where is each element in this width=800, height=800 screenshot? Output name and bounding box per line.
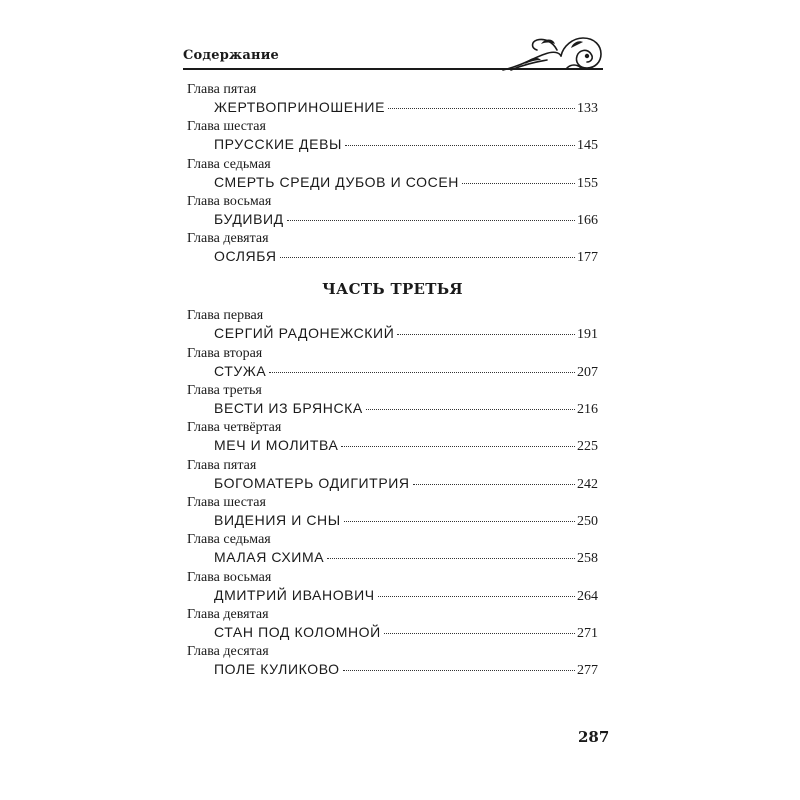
toc-entry[interactable] bbox=[187, 346, 598, 383]
page-number: 225 bbox=[577, 439, 598, 455]
part-heading-text: ЧАСТЬ ТРЕТЬЯ bbox=[322, 280, 463, 299]
page-number: 242 bbox=[577, 476, 598, 492]
chapter-label: Глава третья bbox=[187, 383, 262, 399]
toc-entry[interactable] bbox=[187, 231, 598, 268]
page-number: 264 bbox=[577, 588, 598, 604]
page-number: 216 bbox=[577, 402, 598, 418]
chapter-label: Глава четвёртая bbox=[187, 420, 282, 436]
chapter-title: ЖЕРТВОПРИНОШЕНИЕ bbox=[214, 99, 386, 115]
dot-leader bbox=[378, 596, 575, 597]
dot-leader bbox=[343, 670, 575, 671]
chapter-label: Глава первая bbox=[187, 308, 264, 324]
chapter-title: СТАН ПОД КОЛОМНОЙ bbox=[214, 623, 381, 640]
dot-leader bbox=[280, 257, 575, 258]
toc-entry[interactable] bbox=[187, 532, 598, 569]
running-header bbox=[183, 28, 603, 74]
chapter-title: ДМИТРИЙ ИВАНОВИЧ bbox=[214, 586, 375, 603]
dot-leader bbox=[345, 145, 575, 146]
chapter-title: ПРУССКИЕ ДЕВЫ bbox=[214, 136, 343, 153]
dot-leader bbox=[384, 633, 575, 634]
chapter-label: Глава шестая bbox=[187, 494, 266, 510]
part-heading bbox=[187, 268, 598, 308]
chapter-title: ОСЛЯБЯ bbox=[214, 248, 277, 265]
chapter-title: СТУЖА bbox=[214, 362, 267, 379]
chapter-label: Глава пятая bbox=[187, 457, 257, 473]
toc-entry[interactable] bbox=[187, 458, 598, 495]
chapter-label: Глава девятая bbox=[187, 231, 269, 247]
page-number: 177 bbox=[577, 250, 598, 266]
chapter-label: Глава восьмая bbox=[187, 569, 272, 585]
dot-leader bbox=[327, 558, 575, 559]
chapter-label: Глава пятая bbox=[187, 82, 257, 97]
dot-leader bbox=[366, 409, 575, 410]
toc-entry[interactable] bbox=[187, 82, 598, 119]
chapter-title: ВЕСТИ ИЗ БРЯНСКА bbox=[214, 400, 363, 417]
chapter-label: Глава десятая bbox=[187, 644, 269, 660]
chapter-title: БОГОМАТЕРЬ ОДИГИТРИЯ bbox=[214, 474, 410, 491]
dot-leader bbox=[287, 220, 575, 221]
page-number: 271 bbox=[577, 625, 598, 641]
dot-leader bbox=[388, 108, 575, 109]
dot-leader bbox=[269, 372, 575, 373]
page-number: 145 bbox=[577, 138, 598, 154]
chapter-title: БУДИВИД bbox=[214, 210, 284, 227]
chapter-title: МАЛАЯ СХИМА bbox=[214, 549, 325, 566]
page-number: 191 bbox=[577, 327, 598, 343]
toc-entry[interactable] bbox=[187, 119, 598, 156]
chapter-label: Глава седьмая bbox=[187, 156, 271, 172]
page-number: 250 bbox=[577, 513, 598, 529]
page-number: 133 bbox=[577, 101, 598, 116]
page-number: 258 bbox=[577, 551, 598, 567]
toc-entry[interactable] bbox=[187, 607, 598, 644]
page-number: 166 bbox=[577, 212, 598, 228]
chapter-title: СЕРГИЙ РАДОНЕЖСКИЙ bbox=[214, 325, 395, 342]
toc-entry[interactable] bbox=[187, 420, 598, 457]
toc-entry[interactable] bbox=[187, 570, 598, 607]
dot-leader bbox=[341, 446, 575, 447]
toc-entry[interactable] bbox=[187, 157, 598, 194]
chapter-label: Глава шестая bbox=[187, 119, 266, 135]
running-header-title: Содержание bbox=[183, 48, 280, 63]
toc-entry[interactable] bbox=[187, 644, 598, 681]
chapter-label: Глава восьмая bbox=[187, 193, 272, 209]
chapter-title: ВИДЕНИЯ И СНЫ bbox=[214, 511, 341, 528]
chapter-title: ПОЛЕ КУЛИКОВО bbox=[214, 661, 340, 678]
toc-entry[interactable] bbox=[187, 194, 598, 231]
dot-leader bbox=[413, 484, 575, 485]
chapter-label: Глава седьмая bbox=[187, 532, 271, 548]
toc-entry[interactable] bbox=[187, 495, 598, 532]
dot-leader bbox=[344, 521, 575, 522]
page-number: 155 bbox=[577, 175, 598, 191]
chapter-label: Глава вторая bbox=[187, 345, 263, 361]
scroll-flourish-icon bbox=[501, 28, 605, 72]
chapter-title: СМЕРТЬ СРЕДИ ДУБОВ И СОСЕН bbox=[214, 173, 459, 190]
page-number: 277 bbox=[577, 663, 598, 679]
toc-entry[interactable] bbox=[187, 383, 598, 420]
table-of-contents bbox=[187, 82, 598, 681]
dot-leader bbox=[462, 183, 575, 184]
chapter-title: МЕЧ И МОЛИТВА bbox=[214, 437, 339, 454]
dot-leader bbox=[397, 334, 575, 335]
toc-entry[interactable] bbox=[187, 308, 598, 345]
page-number: 207 bbox=[577, 364, 598, 380]
chapter-label: Глава девятая bbox=[187, 606, 269, 622]
folio-page-number: 287 bbox=[578, 728, 610, 746]
